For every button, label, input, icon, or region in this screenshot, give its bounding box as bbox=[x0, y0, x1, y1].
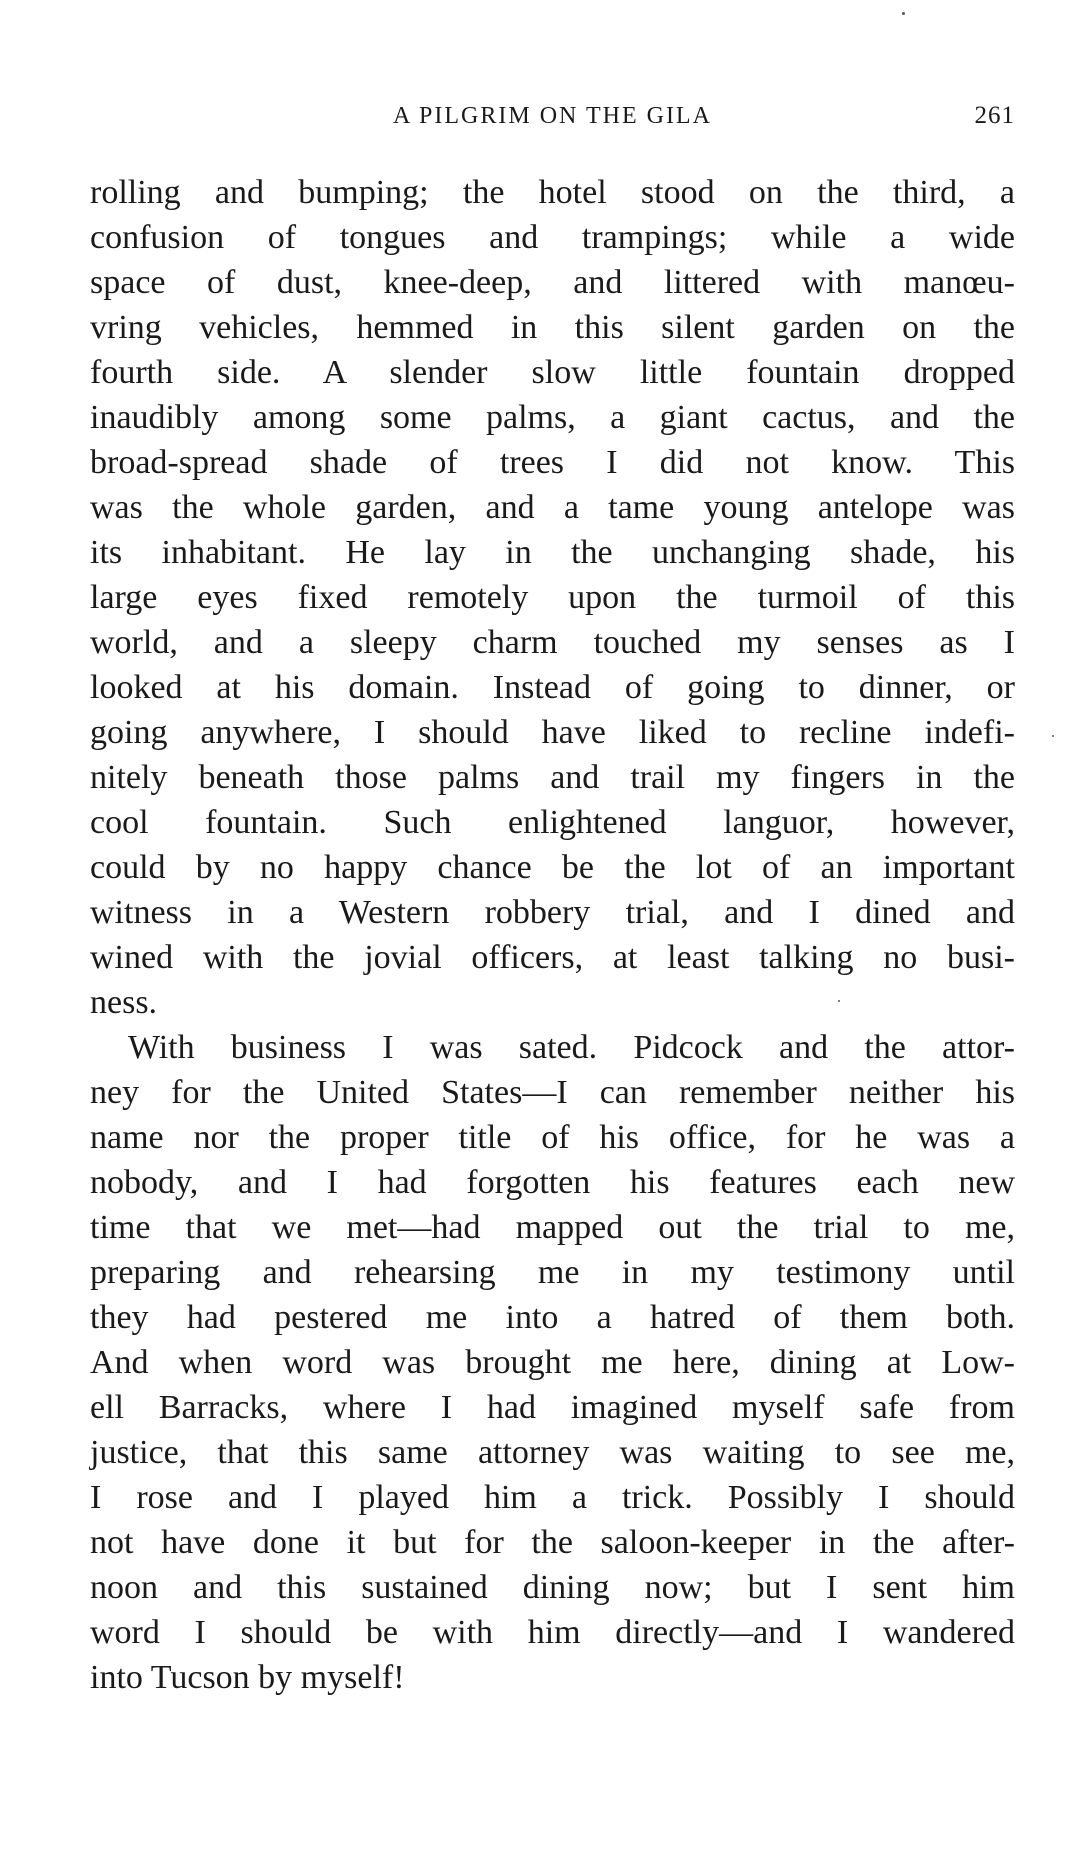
text-line: into Tucson by myself! bbox=[90, 1659, 405, 1696]
text-line: could by no happy chance be the lot of an important bbox=[90, 849, 1015, 886]
paragraph-2 bbox=[90, 1025, 1015, 1700]
text-line: looked at his domain. Instead of going to dinner, or bbox=[90, 669, 1015, 706]
text-line: large eyes fixed remotely upon the turmoil of this bbox=[90, 579, 1015, 616]
text-line: And when word was brought me here, dining at Low- bbox=[90, 1344, 1015, 1381]
text-line: ell Barracks, where I had imagined myself safe from bbox=[90, 1389, 1015, 1426]
text-line: With business I was sated. Pidcock and the attor- bbox=[128, 1029, 1015, 1066]
text-line: noon and this sustained dining now; but I sent him bbox=[90, 1569, 1015, 1606]
text-line: vring vehicles, hemmed in this silent garden on the bbox=[90, 309, 1015, 346]
text-line: fourth side. A slender slow little fountain dropped bbox=[90, 354, 1015, 391]
scan-speck bbox=[902, 12, 905, 15]
text-line: justice, that this same attorney was waiting to see me, bbox=[90, 1434, 1015, 1471]
text-line: I rose and I played him a trick. Possibly I should bbox=[90, 1479, 1015, 1516]
text-line: word I should be with him directly—and I wandered bbox=[90, 1614, 1015, 1651]
scan-speck bbox=[838, 1000, 840, 1002]
paragraph-1 bbox=[90, 170, 1015, 1025]
text-line: nitely beneath those palms and trail my fingers in the bbox=[90, 759, 1015, 796]
text-line: preparing and rehearsing me in my testimony until bbox=[90, 1254, 1015, 1291]
text-line: world, and a sleepy charm touched my senses as I bbox=[90, 624, 1015, 661]
text-line: ness. bbox=[90, 984, 158, 1021]
text-line: witness in a Western robbery trial, and I dined and bbox=[90, 894, 1015, 931]
body-text bbox=[90, 170, 1015, 1700]
text-line: confusion of tongues and trampings; while a wide bbox=[90, 219, 1015, 256]
text-line: time that we met—had mapped out the trial to me, bbox=[90, 1209, 1015, 1246]
text-line: going anywhere, I should have liked to recline indefi- bbox=[90, 714, 1015, 751]
text-line: nobody, and I had forgotten his features each new bbox=[90, 1164, 1015, 1201]
text-line: broad-spread shade of trees I did not know. This bbox=[90, 444, 1015, 481]
text-line: name nor the proper title of his office, for he was a bbox=[90, 1119, 1015, 1156]
text-line: was the whole garden, and a tame young antelope was bbox=[90, 489, 1015, 526]
text-line: ney for the United States—I can remember neither his bbox=[90, 1074, 1015, 1111]
scan-speck bbox=[1052, 735, 1054, 737]
running-title: A PILGRIM ON THE GILA bbox=[393, 103, 712, 129]
text-line: its inhabitant. He lay in the unchanging shade, his bbox=[90, 534, 1015, 571]
running-head bbox=[90, 98, 1015, 134]
text-line: they had pestered me into a hatred of them both. bbox=[90, 1299, 1015, 1336]
text-line: cool fountain. Such enlightened languor, however, bbox=[90, 804, 1015, 841]
text-line: wined with the jovial officers, at least talking no busi- bbox=[90, 939, 1015, 976]
text-line: not have done it but for the saloon-keeper in the after- bbox=[90, 1524, 1015, 1561]
text-line: space of dust, knee-deep, and littered with manœu- bbox=[90, 264, 1015, 301]
text-line: inaudibly among some palms, a giant cactus, and the bbox=[90, 399, 1015, 436]
page-number: 261 bbox=[974, 102, 1015, 129]
text-line: rolling and bumping; the hotel stood on the third, a bbox=[90, 174, 1015, 211]
